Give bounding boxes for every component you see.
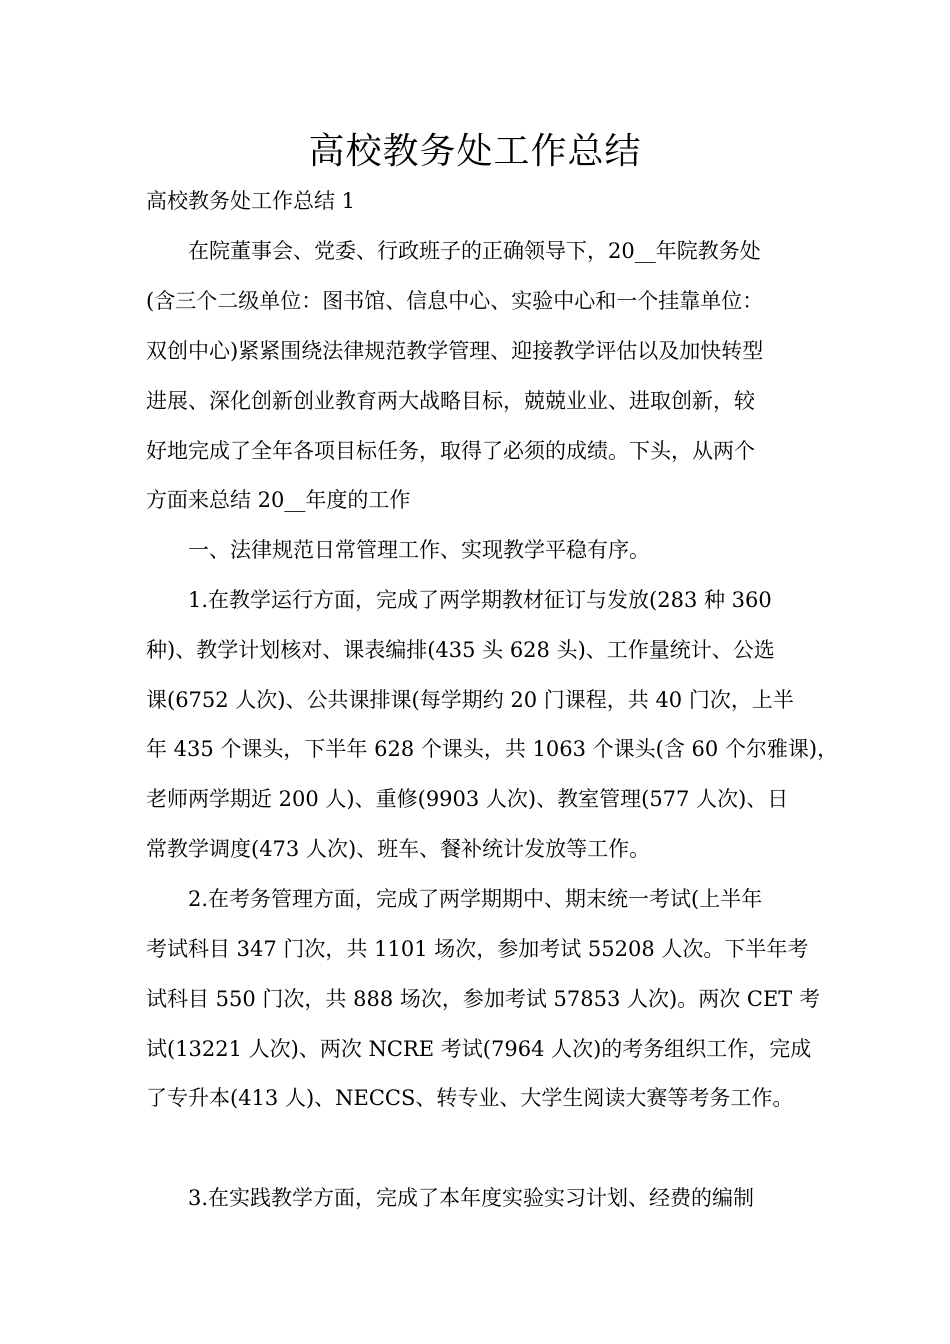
paragraph-line: 方面来总结 20__年度的工作	[146, 488, 411, 512]
section-heading: 一、法律规范日常管理工作、实现教学平稳有序。	[188, 538, 650, 562]
paragraph-line: 常教学调度(473 人次)、班车、餐补统计发放等工作。	[146, 837, 651, 861]
paragraph-line: 种)、教学计划核对、课表编排(435 头 628 头)、工作量统计、公选	[146, 638, 775, 662]
paragraph-line: 试科目 550 门次，共 888 场次，参加考试 57853 人次)。两次 CET 考	[146, 987, 820, 1011]
document-subtitle: 高校教务处工作总结 1	[146, 189, 356, 213]
paragraph-line: 1.在教学运行方面，完成了两学期教材征订与发放(283 种 360	[188, 588, 772, 612]
paragraph-line: 进展、深化创新创业教育两大战略目标，兢兢业业、进取创新，较	[146, 389, 755, 413]
paragraph-line: 在院董事会、党委、行政班子的正确领导下，20__年院教务处	[188, 239, 761, 263]
paragraph-line: 课(6752 人次)、公共课排课(每学期约 20 门课程，共 40 门次，上半	[146, 688, 794, 712]
paragraph-line: 试(13221 人次)、两次 NCRE 考试(7964 人次)的考务组织工作，完成	[146, 1037, 812, 1061]
paragraph-line: 好地完成了全年各项目标任务，取得了必须的成绩。下头，从两个	[146, 439, 755, 463]
paragraph-line: 2.在考务管理方面，完成了两学期期中、期末统一考试(上半年	[188, 887, 763, 911]
paragraph-line: 双创中心)紧紧围绕法律规范教学管理、迎接教学评估以及加快转型	[146, 339, 764, 363]
paragraph-line: 年 435 个课头，下半年 628 个课头，共 1063 个课头(含 60 个尔雅课)，	[146, 737, 839, 761]
document-title: 高校教务处工作总结	[308, 131, 642, 172]
paragraph-line: 3.在实践教学方面，完成了本年度实验实习计划、经费的编制	[188, 1186, 755, 1210]
paragraph-line: 了专升本(413 人)、NECCS、转专业、大学生阅读大赛等考务工作。	[146, 1086, 794, 1110]
paragraph-line: 考试科目 347 门次，共 1101 场次，参加考试 55208 人次。下半年考	[146, 937, 809, 961]
paragraph-line: (含三个二级单位：图书馆、信息中心、实验中心和一个挂靠单位：	[146, 289, 764, 313]
paragraph-line: 老师两学期近 200 人)、重修(9903 人次)、教室管理(577 人次)、日	[146, 787, 789, 811]
